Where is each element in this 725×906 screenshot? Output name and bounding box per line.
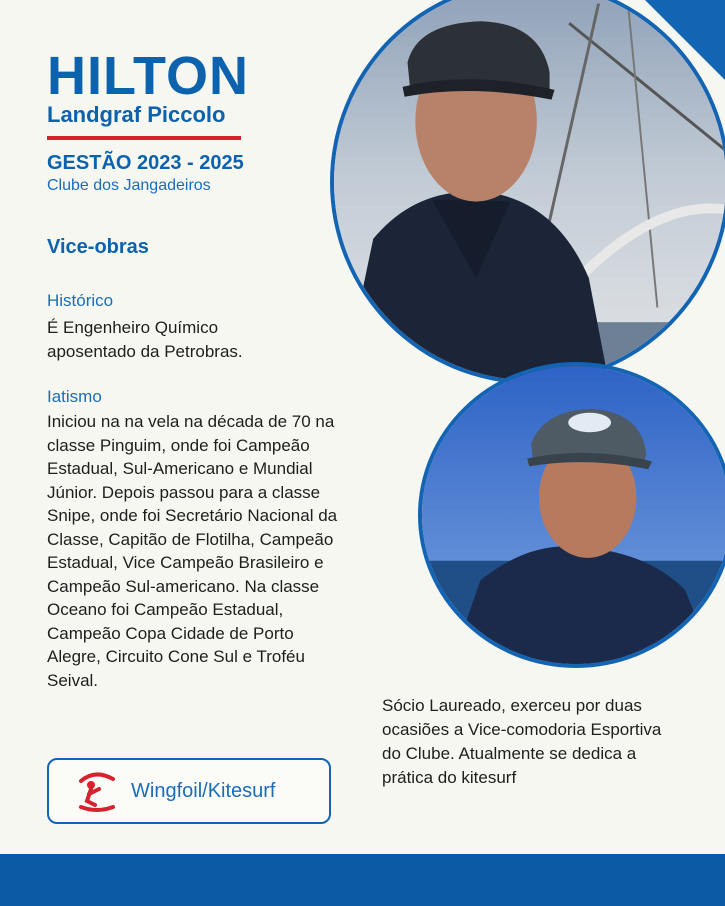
divider-line bbox=[47, 136, 241, 140]
term-title: GESTÃO 2023 - 2025 bbox=[47, 152, 244, 174]
portrait-photo-top bbox=[330, 0, 725, 384]
sport-badge[interactable] bbox=[47, 758, 331, 824]
kitesurfer-icon bbox=[73, 767, 121, 815]
club-name: Clube dos Jangadeiros bbox=[47, 177, 211, 194]
portrait-photo-bottom bbox=[418, 362, 725, 668]
footer-bar bbox=[0, 854, 725, 906]
historico-title: Histórico bbox=[47, 291, 114, 310]
first-name: HILTON bbox=[47, 46, 249, 106]
side-text: Sócio Laureado, exerceu por duas ocasiões a Vice-comodoria Esportiva do Clube. Atualmente se dedica a prática do kitesurf bbox=[382, 696, 662, 787]
role-title: Vice-obras bbox=[47, 236, 149, 258]
last-name: Landgraf Piccolo bbox=[47, 102, 226, 127]
iatismo-text: Iniciou na na vela na década de 70 na classe Pinguim, onde foi Campeão Estadual, Sul-Americano e Mundial Júnior. Depois passou para a classe Snipe, onde foi Secretário Nacional da Classe, Capitão de Flotilha, Campeão Estadual, Vice Campeão Brasileiro e Campeão Sul-americano. Na classe Oceano foi Campeão Estadual, Campeão Copa Cidade de Porto Alegre, Circuito Cone Sul e Troféu Seival. bbox=[47, 412, 338, 690]
badge-label: Wingfoil/Kitesurf bbox=[131, 779, 276, 802]
iatismo-title: Iatismo bbox=[47, 387, 102, 406]
historico-text: É Engenheiro Químico aposentado da Petrobras. bbox=[47, 318, 243, 361]
